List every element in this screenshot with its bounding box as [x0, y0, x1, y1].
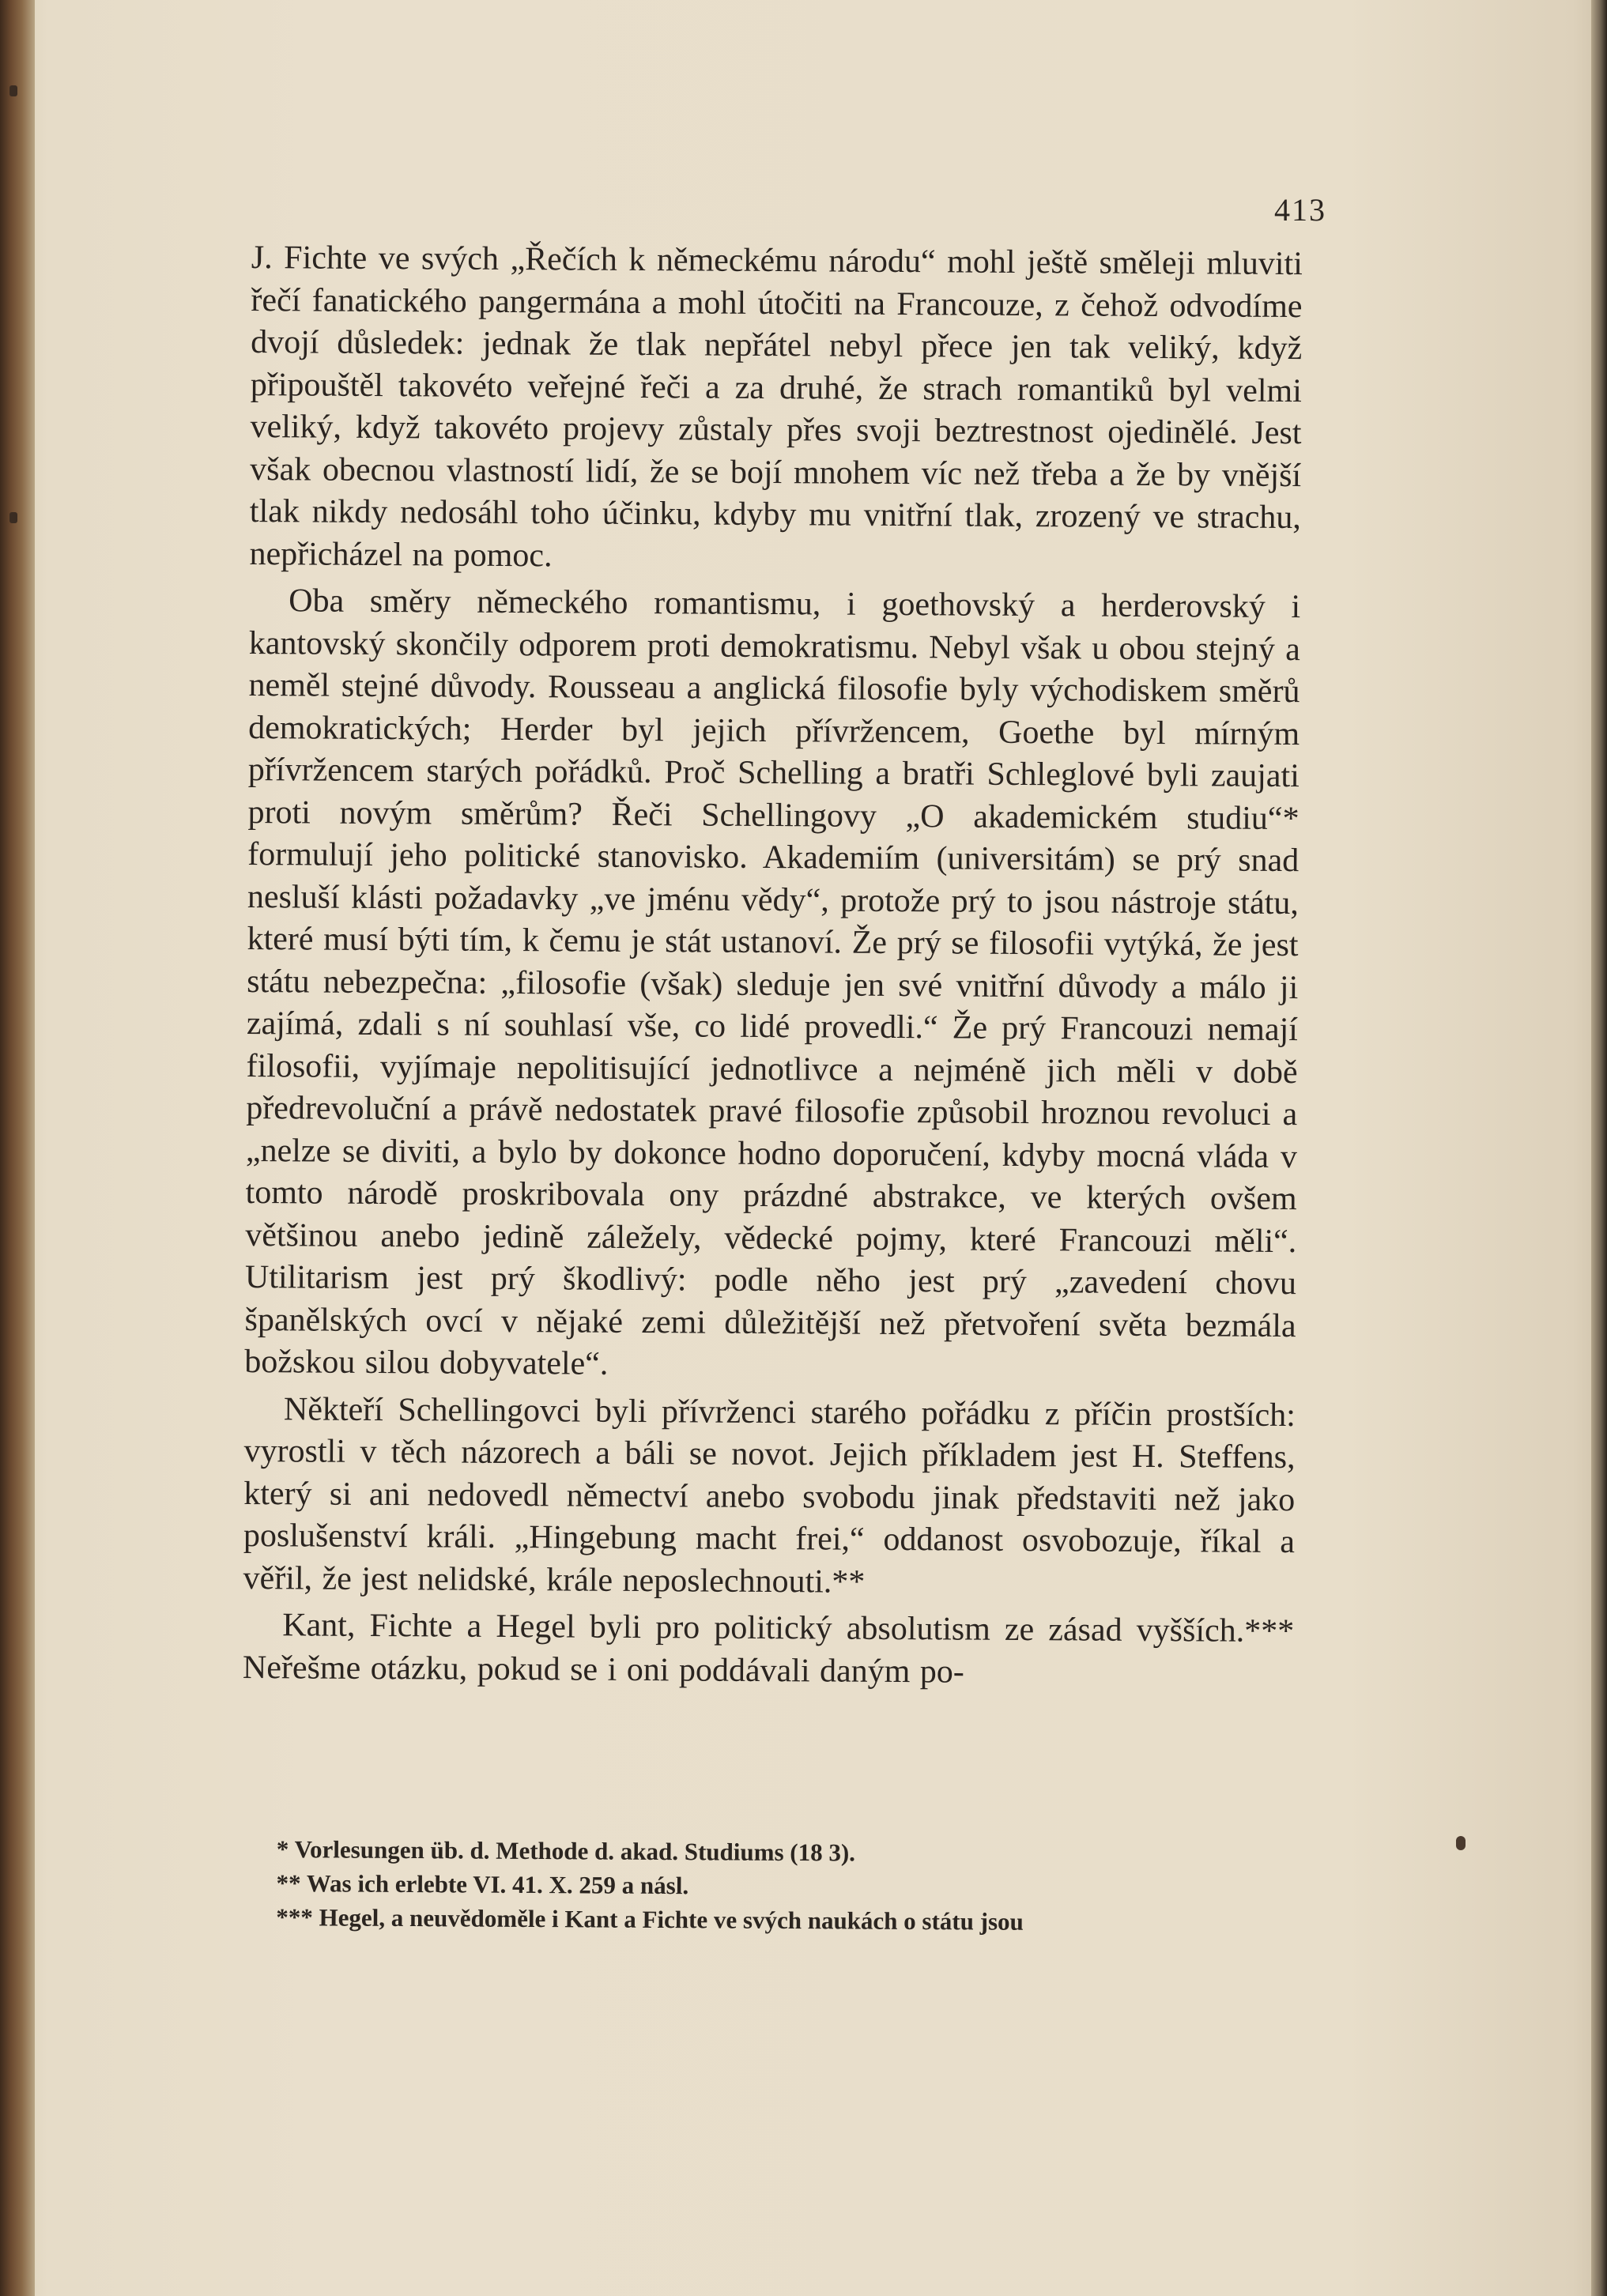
- footnotes: [276, 1832, 1304, 1940]
- margin-mark: [1456, 1836, 1466, 1850]
- margin-mark: [9, 85, 17, 96]
- footnote: ** Was ich erlebte VI. 41. X. 259 a násl.: [276, 1868, 689, 1900]
- main-text: [243, 237, 1303, 1700]
- book-binding-left: [0, 0, 35, 2296]
- footnote: * Vorlesungen üb. d. Methode d. akad. Studiums (18 3).: [276, 1835, 856, 1867]
- page-number: 413: [1274, 192, 1326, 228]
- paragraph: Oba směry německého romantismu, i goethovský a herderovský i kantovský skončily odporem proti demokratismu. Nebyl však u obou stejný a neměl stejné důvody. Rousseau a anglická filosofie byly východiskem směrů demokratických; Herder byl jejich přívržencem, Goethe byl mírným přívržencem starých pořádků. Proč Schelling a bratři Schleglové byli zaujati proti novým směrům? Řeči Schellingovy „O akademickém studiu“* formulují jeho politické stanovisko. Akademiím (universitám) se prý snad nesluší klásti požadavky „ve jménu vědy“, protože prý to jsou nástroje státu, které musí býti tím, k čemu je stát ustanoví. Že prý se filosofii vytýká, že jest státu nebezpečna: „filosofie (však) sleduje jen své vnitřní důvody a málo ji zajímá, zdali s ní souhlasí vše, co lidé provedli.“ Že prý Francouzi nemají filosofii, vyjímaje nepolitisující jednotlivce a nejméně jich měli v době předrevoluční a právě nedostatek pravé filosofie způsobil hroznou revoluci a „nelze se diviti, a bylo by dokonce hodno doporučení, kdyby mocná vláda v tomto národě proskribovala ony prázdné abstrakce, ve kterých ovšem většinou anebo jedině záležely, vědecké pojmy, které Francouzi měli“. Utilitarism jest prý škodlivý: podle něho jest prý „zavedení chovu španělských ovcí v nějaké zemi důležitější než přetvoření světa bezmála božskou silou dobyvatele“.: [244, 582, 1301, 1382]
- paragraph: J. Fichte ve svých „Řečích k německému národu“ mohl ještě směleji mluviti řečí fanatického pangermána a mohl útočiti na Francouze, z čehož odvodíme dvojí důsledek: jednak že tlak nepřátel nebyl přece jen tak veliký, když připouštěl takovéto veřejné řeči a za druhé, že strach romantiků byl velmi veliký, když takovéto projevy zůstaly přes svoji beztrestnost ojedinělé. Jest však obecnou vlastností lidí, že se bojí mnohem víc než třeba a že by vnější tlak nikdy nedosáhl toho účinku, kdyby mu vnitřní tlak, zrozený ve strachu, nepřicházel na pomoc.: [249, 239, 1303, 574]
- paragraph: Kant, Fichte a Hegel byli pro politický absolutism ze zásad vyšších.*** Neřešme otázku, pokud se i oni poddávali daným po-: [242, 1607, 1295, 1691]
- margin-mark: [9, 512, 17, 523]
- paragraph: Někteří Schellingovci byli přívrženci starého pořádku z příčin prostších: vyrostli v těch názorech a báli se novot. Jejich příkladem jest H. Steffens, který si ani nedovedl němectví anebo svobodu jinak představiti než jako poslušenství králi. „Hingebung macht frei,“ oddanost osvobozuje, říkal a věřil, že jest nelidské, krále neposlechnouti.**: [243, 1390, 1296, 1600]
- footnote: *** Hegel, a neuvědoměle i Kant a Fichte ve svých naukách o státu jsou: [276, 1902, 1024, 1936]
- book-binding-right: [1591, 0, 1607, 2296]
